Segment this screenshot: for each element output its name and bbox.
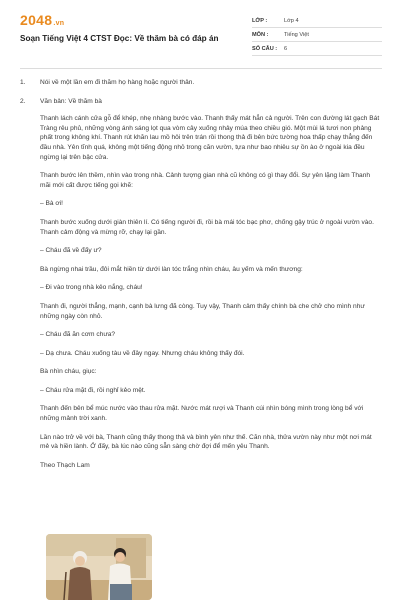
passage-paragraph: – Dạ chưa. Cháu xuống tàu về đây ngay. Nhưng cháu không thấy đói. (40, 349, 245, 357)
meta-row-grade (252, 14, 382, 28)
meta-label: MÔN : (252, 31, 269, 38)
meta-value: Tiếng Việt (284, 31, 309, 38)
passage-source: Theo Thạch Lam (40, 461, 90, 469)
illustration-image (46, 534, 152, 600)
logo-text: 2048 (20, 12, 53, 28)
passage-paragraph: Thanh bước xuống dưới giàn thiên lí. Có tiếng người đi, rồi bà mái tóc bạc phơ, chống gậy trúc ở ngoài vườn vào. Thanh cảm động và mừng rỡ, chạy lại gần. (40, 218, 374, 236)
passage-paragraph: – Cháu đã ăn cơm chưa? (40, 331, 116, 339)
question-1 (20, 78, 382, 88)
meta-table (252, 14, 382, 56)
meta-row-subject (252, 28, 382, 42)
header-divider (20, 68, 382, 69)
question-body (40, 97, 382, 480)
question-text: Nói về một lần em đi thăm họ hàng hoặc người thân. (40, 79, 195, 86)
passage-paragraph: Thanh bước lên thềm, nhìn vào trong nhà. Cảnh tượng gian nhà cũ không có gì thay đổi. Sự yên lặng làm Thanh mãi mới cất được tiếng gọi khẽ: (40, 172, 371, 189)
document-content (20, 78, 382, 488)
passage-paragraph: Thanh đi, người thẳng, mạnh, cạnh bà lưng đã còng. Tuy vậy, Thanh cảm thấy chính bà che chở cho mình như những ngày còn nhỏ. (40, 302, 365, 320)
passage-paragraph: Bà nhìn cháu, giục: (40, 368, 97, 376)
passage-paragraph: – Bà ơi! (40, 200, 64, 208)
question-number: 1. (20, 79, 26, 86)
passage-paragraph: Bà ngừng nhai trầu, đôi mắt hiền từ dưới làn tóc trắng nhìn cháu, âu yếm và mến thương: (40, 265, 303, 273)
meta-value: Lớp 4 (284, 17, 299, 24)
page-header (0, 0, 400, 62)
meta-value: 6 (284, 45, 288, 52)
story-illustration (46, 534, 152, 600)
question-2 (20, 97, 382, 480)
passage-paragraph: Thanh lách cánh cửa gỗ để khép, nhẹ nhàng bước vào. Thanh thấy mát hẳn cả người. Trên con đường lát gạch Bát Tràng rêu phủ, những vòng ánh sáng lọt qua vòm cây xuống nhảy múa theo chiều gió. Một mùi lá tươi non phảng phất trong không khí. Thanh rút khăn lau mồ hôi trên trán rồi thong thả đi bên bức tường hoa thấp chạy thẳng đến đầu nhà. Yên tĩnh quá, không một tiếng động nhỏ trong căn vườn, tựa như bao nhiêu sự ồn ào ở ngoài kia đều ngừng lại trên bậc cửa. (40, 115, 380, 161)
page-title: Soạn Tiếng Việt 4 CTST Đọc: Về thăm bà có đáp án (20, 34, 219, 43)
meta-label: LỚP : (252, 17, 268, 24)
question-text: Văn bản: Về thăm bà (40, 97, 102, 105)
question-number: 2. (20, 97, 26, 105)
passage-paragraph: – Đi vào trong nhà kẻo nắng, cháu! (40, 284, 143, 292)
meta-row-count (252, 42, 382, 56)
passage-paragraph: Thanh đến bên bể múc nước vào thau rửa mặt. Nước mát rượi và Thanh cúi nhìn bóng mình trong lòng bể với những mảnh trời xanh. (40, 405, 364, 423)
passage-paragraph: Lần nào trở về với bà, Thanh cũng thấy thong thả và bình yên như thế. Căn nhà, thửa vườn này như một nơi mát mẻ và hiền lành. Ở đấy, bà lúc nào cũng sẵn sàng chờ đợi để mến yêu Thanh. (40, 433, 372, 451)
logo-suffix: .vn (53, 20, 65, 27)
passage-paragraph: – Cháu rửa mặt đi, rồi nghỉ kẻo mệt. (40, 386, 146, 394)
passage-paragraph: – Cháu đã về đấy ư? (40, 247, 102, 255)
meta-label: SỐ CÂU : (252, 45, 278, 52)
site-logo[interactable] (20, 12, 64, 28)
